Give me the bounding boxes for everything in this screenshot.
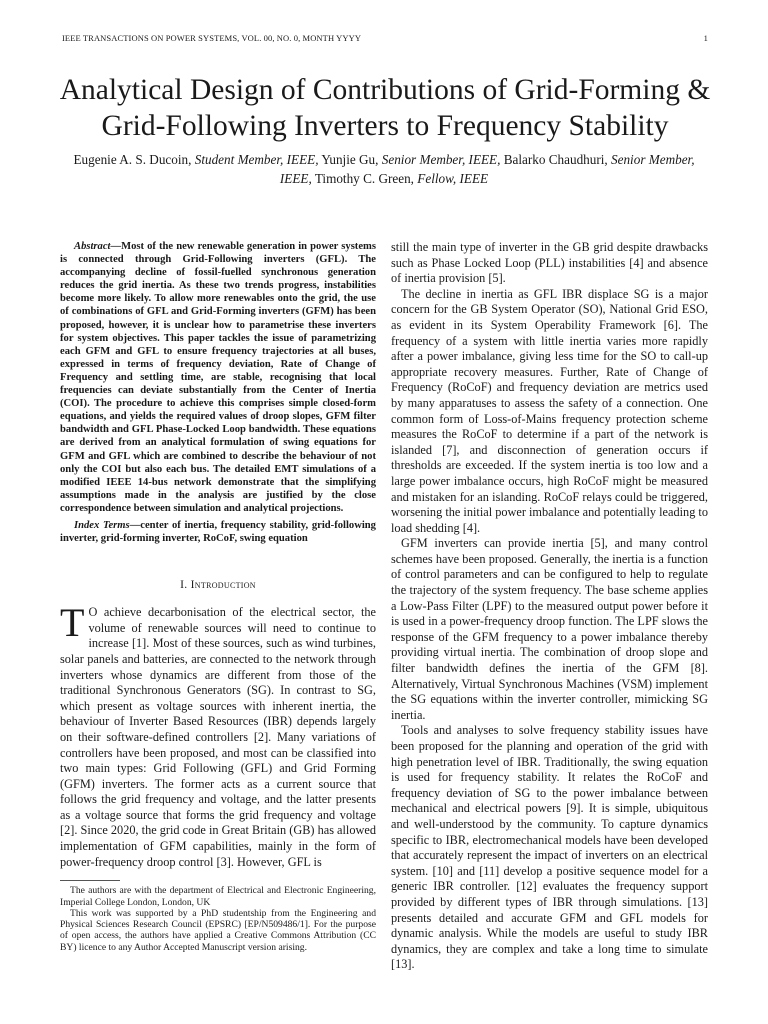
author-membership: Student Member, IEEE,: [194, 152, 319, 167]
running-head: [62, 33, 708, 43]
body-paragraph: Tools and analyses to solve frequency stability issues have been proposed for the planning and operation of the grid with high penetration level of IBR. Traditionally, the swing equation is used for frequency stability. It relates the RoCoF and frequency deviation of SG to the power imbalance between mechanical and electrical powers [9]. It is simple, ubiquitous and well-understood by the community. To capture dynamics specific to IBR, electromechanical models have been developed that accurately represent the impact of inverters on an electrical system. [10] and [11] develop a positive sequence model for a generic IBR controller. [12] evaluates the frequency support provided by different types of IBR through simulations. [13] presents detailed and accurate GFM and GFL models for dynamic analysis. While the models are useful to study IBR dynamics, they are complex and take a long time to simulate [13].: [391, 723, 708, 972]
section-heading: I. Introduction: [180, 578, 256, 592]
author-name: Eugenie A. S. Ducoin,: [73, 152, 192, 167]
author-list: [60, 150, 708, 188]
footnote-divider: [60, 880, 120, 881]
journal-header: IEEE TRANSACTIONS ON POWER SYSTEMS, VOL. 00, NO. 0, MONTH YYYY: [62, 33, 362, 43]
intro-text: O achieve decarbonisation of the electrical sector, the volume of renewable sources will need to continue to increase [1]. Most of these sources, such as wind turbines, solar panels and batteries, are connected to the network through inverters whose dynamics are different from those of the traditional Synchronous Generators (SG). In contrast to SG, which present as voltage sources with inherent inertia, the behaviour of Inverter Based Resources (IBR) depends largely on their software-defined controllers [2]. Many variations of controllers have been proposed, and most can be classified into two main types: Grid Following (GFL) and Grid Forming (GFM) inverters. The former acts as a current source that follows the grid frequency and voltage, and the latter presents as a voltage source that forms the grid frequency and voltage [2]. Since 2020, the grid code in Great Britain (GB) has allowed implementation of GFM capabilities, mainly in the form of power-frequency droop control [3]. However, GFL is: [60, 605, 376, 869]
index-terms-label: Index Terms: [74, 519, 130, 531]
abstract-label: Abstract: [74, 241, 111, 252]
footnote-funding: This work was supported by a PhD studentship from the Engineering and Physical Sciences Research Council (EPSRC) [EP/N509486/1]. For the purpose of open access, the authors have applied a Creative Commons Attribution (CC BY) licence to any Author Accepted Manuscript version arising.: [60, 907, 376, 953]
body-paragraph: GFM inverters can provide inertia [5], and many control schemes have been proposed. Generally, the inertia is a function of control parameters and can be configured to help to regulate the trajectory of the system frequency. The base scheme applies a Low-Pass Filter (LPF) to the measured output power before it is used in a power-frequency droop function. The LPF slows the response of the GFM frequency to a power imbalance thereby providing virtual inertia. The combination of droop slope and filter bandwidth defines the inertia of the GFM [8]. Alternatively, Virtual Synchronous Machines (VSM) implement the SG equations within the inverter controller, mimicking SG inertia.: [391, 536, 708, 722]
paper-title: Analytical Design of Contributions of Grid-Forming & Grid-Following Inverters to Frequency Stability: [59, 74, 711, 142]
abstract: [60, 240, 376, 515]
index-terms: [60, 519, 376, 545]
author-membership: Fellow, IEEE: [417, 171, 489, 186]
intro-paragraph: [60, 600, 376, 870]
right-column: [391, 240, 708, 973]
left-column: [60, 240, 376, 953]
body-paragraph: still the main type of inverter in the GB grid despite drawbacks such as Phase Locked Loop (PLL) instabilities [4] and absence of inertia provision [5].: [391, 240, 708, 286]
author-membership: Senior Member, IEEE,: [279, 152, 695, 186]
body-paragraph: The decline in inertia as GFL IBR displace SG is a major concern for the GB System Operator (SO), National Grid ESO, as evident in its System Operability Framework [6]. The frequency of a system with little inertia varies more rapidly after a power imbalance, giving less time for the SO to call-up appropriate recovery measures. Further, Rate of Change of Frequency (RoCoF) and frequency deviation are metrics used by many apparatuses to assess the safety of a connection. One common form of Loss-of-Mains frequency protection scheme measures the RoCoF to determine if a part of the network is islanded [7], and disconnection of generation occurs if thresholds are exceeded. If the system inertia is too low and a large power imbalance occurs, high RoCoF might be measured and mistaken for an islanding. RoCoF relays could be triggered, worsening the initial power imbalance and potentially leading to load shedding [4].: [391, 286, 708, 535]
abstract-text: —Most of the new renewable generation in power systems is connected through Grid-Following inverters (GFL). The accompanying decline of fossil-fuelled synchronous generation reduces the grid inertia. As these two trends progress, instabilities become more likely. To allow more renewables onto the grid, the use of combinations of GFL and Grid-Forming inverters (GFM) has been proposed, however, it is unclear how to parametrise these inverters for system objectives. This paper tackles the issue of parametrizing each GFM and GFL to ensure frequency trajectories at all buses, expressed in terms of frequency deviation, Rate of Change of Frequency and settling time, are stable, recognising that local frequencies can deviate substantially from the Center of Inertia (COI). The procedure to achieve this comprises simple closed-form equations, and yields the required values of droop slopes, GFM filter bandwidth and GFL Phase-Locked Loop bandwidth. These equations are derived from an analytical formulation of swing equations for GFM and GFL which are combined to describe the behaviour of not only the COI but also each bus. The detailed EMT simulations of a modified IEEE 14-bus network demonstrate that the simplifying assumptions made in the analysis are justified by the close correspondence between simulation and analytical projections.: [60, 241, 376, 514]
author-name: Timothy C. Green,: [314, 171, 414, 186]
author-name: Yunjie Gu,: [321, 152, 379, 167]
author-name: Balarko Chaudhuri,: [503, 152, 608, 167]
author-membership: Senior Member, IEEE,: [381, 152, 501, 167]
footnote-affiliation: The authors are with the department of Electrical and Electronic Engineering, Imperial College London, London, UK: [60, 885, 376, 908]
page-number: 1: [703, 33, 708, 43]
drop-cap: T: [60, 600, 85, 646]
index-terms-text: —center of inertia, frequency stability, grid-following inverter, grid-forming inverter, RoCoF, swing equation: [60, 519, 376, 545]
